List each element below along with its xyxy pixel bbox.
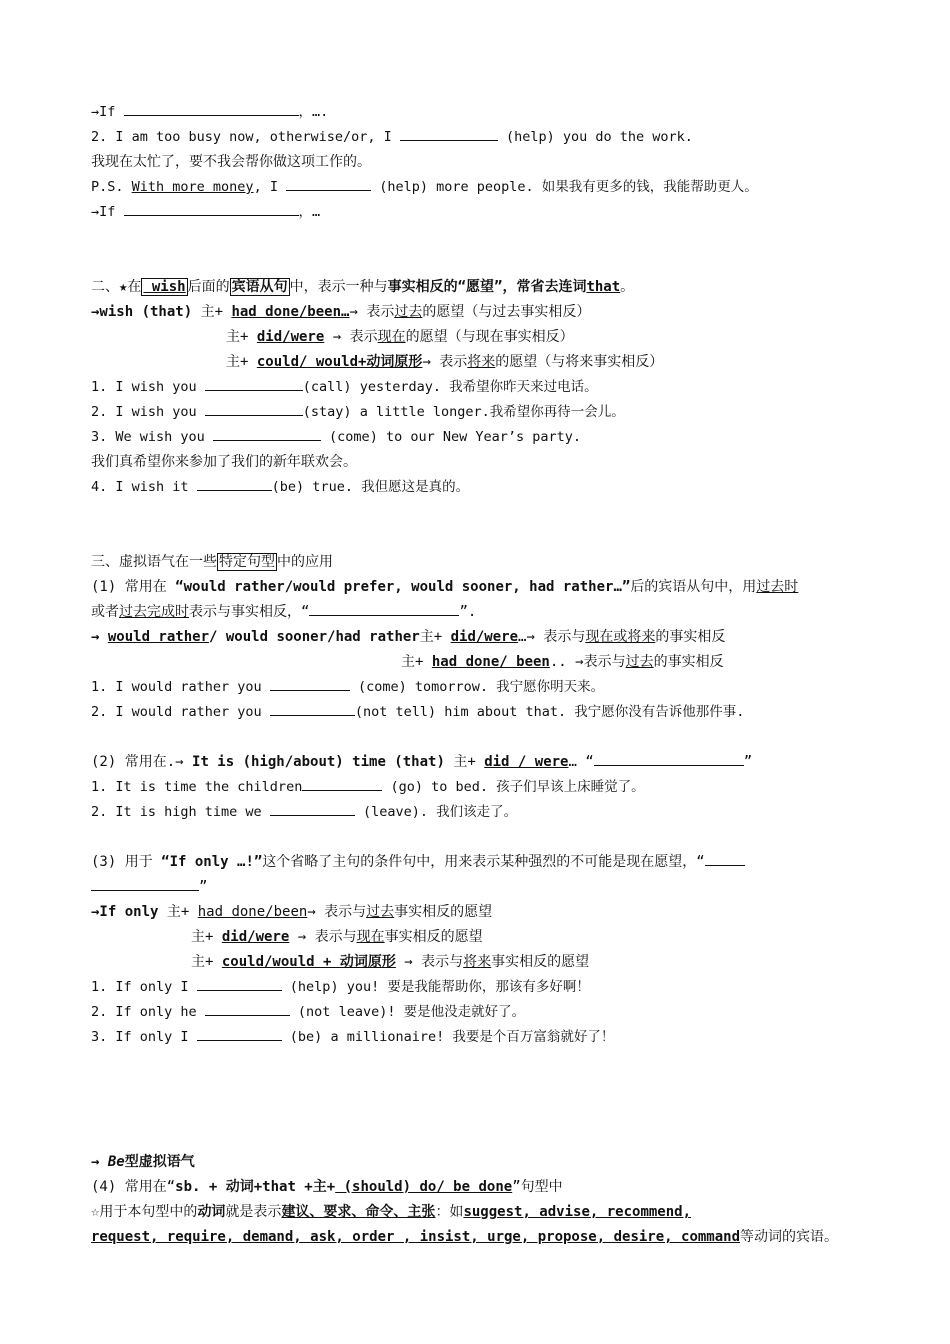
document-page	[91, 100, 866, 1250]
answer-blank[interactable]	[213, 426, 321, 441]
text: 主+	[226, 329, 257, 345]
text: ，….	[298, 104, 329, 120]
text: 主+	[444, 754, 485, 770]
underlined-text: 建议、要求、命令、主张	[281, 1204, 436, 1220]
answer-blank[interactable]	[270, 676, 350, 691]
bold-text: →	[91, 629, 108, 645]
exercise-line	[91, 375, 866, 400]
text: (be) a millionaire! 我要是个百万富翁就好了！	[281, 1029, 615, 1045]
underlined-text: 现在	[377, 329, 406, 345]
text: (not tell) him about that. 我宁愿你没有告诉他那件事.	[354, 704, 745, 720]
text: 3. If only I	[91, 1029, 197, 1045]
text: 中的应用	[277, 554, 333, 570]
text: → 表示	[422, 354, 468, 370]
text: 的愿望（与将来事实相反）	[495, 354, 664, 370]
text: → 表示	[324, 329, 378, 345]
text: 或者	[91, 604, 119, 620]
rule-line	[91, 925, 866, 950]
text: 主+	[226, 354, 257, 370]
underlined-text: would rather	[107, 629, 210, 645]
text: 中，表示一种与	[289, 279, 388, 295]
text: 的愿望（与现在事实相反）	[405, 329, 574, 345]
rule-line	[91, 950, 866, 975]
text: →If	[91, 204, 124, 220]
text: (1) 常用在	[91, 579, 176, 595]
exercise-line	[91, 200, 866, 225]
text: (not leave)! 要是他没走就好了。	[289, 1004, 526, 1020]
text: 的事实相反	[655, 629, 726, 645]
exercise-line	[91, 475, 866, 500]
text: ”	[199, 879, 208, 895]
text: 1. If only I	[91, 979, 197, 995]
rule-line	[91, 750, 866, 775]
bold-text: 动词	[197, 1204, 226, 1220]
text: → 表示与	[289, 929, 357, 945]
text: , I	[253, 179, 287, 195]
text: 2. I would rather you	[91, 704, 270, 720]
rule-line	[91, 1175, 866, 1200]
answer-blank[interactable]	[400, 126, 498, 141]
exercise-line	[91, 100, 866, 125]
underlined-text: had done/been	[197, 904, 308, 920]
underlined-text: did/were	[450, 629, 519, 645]
translation-line: 我现在太忙了，要不我会帮你做这项工作的。	[91, 154, 371, 170]
exercise-line	[91, 675, 866, 700]
bold-text: “would rather/would prefer, would sooner, had rather…”	[175, 579, 631, 595]
answer-blank[interactable]	[309, 601, 459, 616]
rule-line	[91, 875, 866, 900]
text: 2. It is high time we	[91, 804, 270, 820]
text: 3. We wish you	[91, 429, 213, 445]
underlined-text: could/would + 动词原形	[221, 954, 396, 970]
text: 等动词的宾语。	[740, 1229, 839, 1245]
text: (2) 常用在.→	[91, 754, 193, 770]
boxed-keyword: 特定句型	[219, 554, 275, 570]
text: 就是表示	[225, 1204, 282, 1220]
underlined-text: 过去	[366, 904, 395, 920]
text: (leave). 我们该走了。	[354, 804, 518, 820]
exercise-line	[91, 1025, 866, 1050]
answer-blank[interactable]	[205, 401, 303, 416]
underlined-text: 现在	[356, 929, 385, 945]
bold-text: →If only	[91, 904, 159, 920]
underlined-text: that	[586, 279, 621, 295]
verb-list: request, require, demand, ask, order , insist, urge, propose, desire, command	[91, 1229, 741, 1245]
text: (help) you! 要是我能帮助你，那该有多好啊！	[281, 979, 590, 995]
text: ：如	[435, 1204, 464, 1220]
text: .. →表示与	[549, 654, 626, 670]
rule-line	[91, 650, 866, 675]
text: 。	[620, 279, 635, 295]
underlined-text: had done/been…	[231, 304, 350, 320]
text: 主+	[191, 929, 222, 945]
underlined-text: 将来	[463, 954, 492, 970]
text: (4) 常用在“	[91, 1179, 176, 1195]
text: 二、★在	[91, 279, 142, 295]
text: 这个省略了主句的条件句中，用来表示某种强烈的不可能是现在愿望，“	[262, 854, 705, 870]
rule-line	[91, 325, 866, 350]
exercise-line	[91, 175, 866, 200]
text: ”	[743, 754, 753, 770]
translation-line: 我们真希望你来参加了我们的新年联欢会。	[91, 454, 357, 470]
text: →If	[91, 104, 124, 120]
rule-line	[91, 300, 866, 325]
text: (come) tomorrow. 我宁愿你明天来。	[349, 679, 605, 695]
rule-line	[91, 1225, 866, 1250]
text: 的愿望（与过去事实相反）	[422, 304, 591, 320]
text: 1. I would rather you	[91, 679, 270, 695]
exercise-line	[91, 425, 866, 450]
text: 1. I wish you	[91, 379, 205, 395]
text: (3) 用于	[91, 854, 162, 870]
answer-blank[interactable]	[705, 851, 745, 866]
text: 主+	[191, 954, 222, 970]
rule-line	[91, 625, 866, 650]
text: 1. It is time the children	[91, 779, 303, 795]
text: 后的宾语从句中，用	[630, 579, 757, 595]
answer-blank[interactable]	[197, 1026, 282, 1041]
boxed-keyword: wish	[143, 279, 186, 295]
answer-blank[interactable]	[124, 201, 299, 216]
bold-text: sb. + 动词+that +主+	[175, 1179, 336, 1195]
text: 主+	[192, 304, 232, 320]
answer-blank[interactable]	[205, 1001, 290, 1016]
text: (be) true. 我但愿这是真的。	[271, 479, 470, 495]
section-heading	[91, 1150, 866, 1175]
underlined-text: did/were	[256, 329, 325, 345]
underlined-text: could/ would+动词原形	[256, 354, 423, 370]
exercise-line	[91, 400, 866, 425]
exercise-line	[91, 975, 866, 1000]
answer-blank[interactable]	[594, 751, 744, 766]
text: ☆用于本句型中的	[91, 1204, 198, 1220]
answer-blank[interactable]	[286, 176, 371, 191]
text: 后面的	[187, 279, 230, 295]
bold-text: 事实相反的“愿望”，常省去连词	[387, 279, 587, 295]
text: 2. I am too busy now, otherwise/or, I	[91, 129, 400, 145]
exercise-line	[91, 1000, 866, 1025]
underlined-text: did / were	[484, 754, 569, 770]
bold-text: / would sooner/had rather	[209, 629, 420, 645]
text: (stay) a little longer.我希望你再待一会儿。	[302, 404, 625, 420]
text: (go) to bed. 孩子们早该上床睡觉了。	[382, 779, 645, 795]
text: 事实相反的愿望	[491, 954, 590, 970]
text: (help) more people. 如果我有更多的钱，我能帮助更人。	[371, 179, 758, 195]
underlined-text: 现在或将来	[585, 629, 656, 645]
text: 事实相反的愿望	[394, 904, 493, 920]
verb-list: suggest, advise, recommend,	[463, 1204, 692, 1220]
text: → 表示与	[395, 954, 464, 970]
underlined-text: did/were	[221, 929, 290, 945]
underlined-text: (should) do/ be done	[335, 1179, 513, 1195]
text: ”句型中	[512, 1179, 563, 1195]
text: 2. If only he	[91, 1004, 205, 1020]
rule-line	[91, 350, 866, 375]
text: 主+	[419, 629, 451, 645]
exercise-line	[91, 775, 866, 800]
text: → 表示	[349, 304, 395, 320]
text: 表示与事实相反，“	[189, 604, 310, 620]
text: … “	[568, 754, 594, 770]
text: 主+	[401, 654, 432, 670]
underlined-text: 过去时	[756, 579, 799, 595]
answer-blank[interactable]	[302, 776, 382, 791]
answer-blank[interactable]	[197, 476, 272, 491]
italic-text: Be	[107, 1154, 125, 1170]
text: (help) you do the work.	[497, 129, 693, 145]
text: 主+	[158, 904, 198, 920]
text: 4. I wish it	[91, 479, 197, 495]
text: ”.	[459, 604, 477, 620]
underlined-text: With more money	[131, 179, 254, 195]
underlined-text: 过去完成时	[119, 604, 189, 620]
text: →	[91, 1154, 108, 1170]
text: 型虚拟语气	[124, 1154, 195, 1170]
bold-text: It is (high/about) time (that)	[192, 754, 445, 770]
underlined-text: 过去	[625, 654, 654, 670]
underlined-text: had done/ been	[431, 654, 550, 670]
text: (call) yesterday. 我希望你昨天来过电话。	[302, 379, 598, 395]
answer-blank[interactable]	[205, 376, 303, 391]
text: 2. I wish you	[91, 404, 205, 420]
text: (come) to our New Year’s party.	[320, 429, 582, 445]
answer-blank[interactable]	[197, 976, 282, 991]
exercise-line	[91, 800, 866, 825]
text: 三、虚拟语气在一些	[91, 554, 217, 570]
text: 的事实相反	[653, 654, 724, 670]
rule-line	[91, 575, 866, 600]
rule-line	[91, 1200, 866, 1225]
underlined-text: 过去	[394, 304, 423, 320]
answer-blank[interactable]	[91, 876, 199, 891]
boxed-keyword: 宾语从句	[231, 279, 288, 295]
rule-line	[91, 600, 866, 625]
rule-line	[91, 850, 866, 875]
bold-text: “If only …!”	[161, 854, 263, 870]
exercise-line	[91, 125, 866, 150]
underlined-text: 将来	[467, 354, 496, 370]
text: → 表示与	[307, 904, 367, 920]
text: …→ 表示与	[518, 629, 586, 645]
rule-line	[91, 900, 866, 925]
exercise-line	[91, 700, 866, 725]
section-heading	[91, 275, 866, 300]
text: ，…	[298, 204, 321, 220]
answer-blank[interactable]	[270, 801, 355, 816]
text: 事实相反的愿望	[384, 929, 483, 945]
bold-text: →wish (that)	[91, 304, 193, 320]
answer-blank[interactable]	[270, 701, 355, 716]
section-heading	[91, 550, 866, 575]
text: P.S.	[91, 179, 132, 195]
answer-blank[interactable]	[124, 101, 299, 116]
